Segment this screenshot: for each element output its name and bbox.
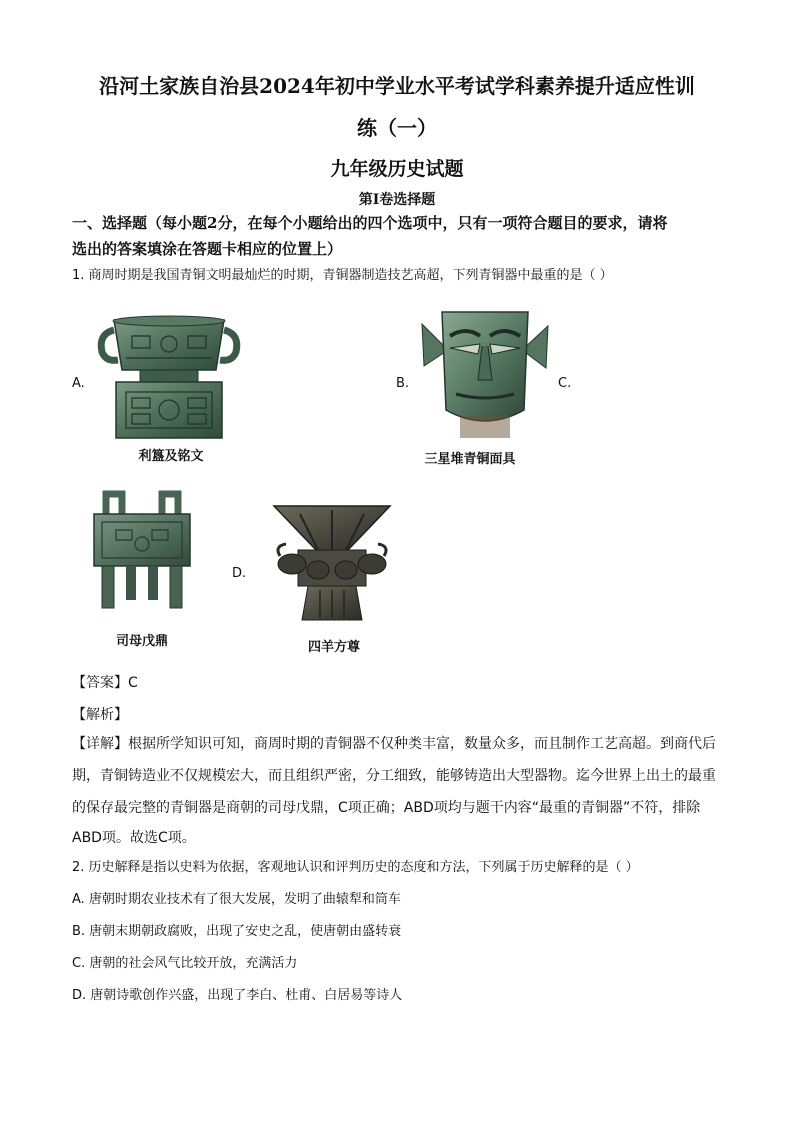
- question-2-option-b: B. 唐朝末期朝政腐败，出现了安史之乱，使唐朝由盛转衰: [72, 924, 402, 939]
- four-goat-zun-image: [270, 500, 394, 624]
- option-a-caption: 利簋及铭文: [138, 449, 204, 464]
- doc-title-line1: 沿河土家族自治县2024年初中学业水平考试学科素养提升适应性训: [99, 74, 695, 98]
- detail-line2: 期，青铜铸造业不仅规模宏大，而且组织严密，分工细致，能够铸造出大型器物。迄今世界上出土的最重: [72, 768, 716, 784]
- answer-value: C: [128, 675, 138, 691]
- detail-line3: 的保存最完整的青铜器是商朝的司母戊鼎，C项正确；ABD项均与题干内容“最重的青铜器”不符，排除: [72, 800, 701, 816]
- detail-text-1: 根据所学知识可知，商周时期的青铜器不仅种类丰富，数量众多，而且制作工艺高超。到商代后: [128, 736, 716, 752]
- question-2-option-d: D. 唐朝诗歌创作兴盛，出现了李白、杜甫、白居易等诗人: [72, 988, 403, 1003]
- option-c-letter-inline: C.: [558, 376, 572, 391]
- question-2-option-a: A. 唐朝时期农业技术有了很大发展，发明了曲辕犁和筒车: [72, 892, 401, 907]
- doc-subtitle: 九年级历史试题: [330, 158, 464, 180]
- question-2-stem: 2. 历史解释是指以史料为依据，客观地认识和评判历史的态度和方法，下列属于历史解释的是（ ）: [72, 860, 639, 875]
- section-heading-line1: 一、选择题（每小题2分，在每个小题给出的四个选项中，只有一项符合题目的要求，请将: [72, 214, 668, 232]
- question-2-option-c: C. 唐朝的社会风气比较开放，充满活力: [72, 956, 298, 971]
- option-a-letter: A.: [72, 376, 85, 391]
- part-heading: 第Ⅰ卷选择题: [358, 192, 436, 208]
- detail-tag: 【详解】: [72, 736, 128, 752]
- answer-tag: 【答案】: [72, 675, 128, 691]
- option-d-letter: D.: [232, 566, 247, 581]
- simuwu-ding-image: [86, 490, 198, 612]
- detail-line4: ABD项。故选C项。: [72, 830, 196, 846]
- option-c-caption: 司母戊鼎: [115, 634, 168, 649]
- detail-line1: [72, 728, 732, 760]
- option-d-caption: 四羊方尊: [307, 640, 360, 655]
- option-b-letter: B.: [396, 376, 410, 391]
- doc-title-line2: 练（一）: [357, 116, 437, 140]
- section-heading-line2: 选出的答案填涂在答题卡相应的位置上）: [72, 240, 343, 258]
- question-1-stem: 1. 商周时期是我国青铜文明最灿烂的时期，青铜器制造技艺高超，下列青铜器中最重的是（ ）: [72, 268, 613, 283]
- bronze-gui-image: [96, 312, 246, 440]
- analysis-tag: 【解析】: [72, 707, 128, 723]
- sanxingdui-mask-image: [420, 306, 550, 442]
- answer-line: [72, 672, 138, 692]
- option-b-caption: 三星堆青铜面具: [424, 452, 516, 467]
